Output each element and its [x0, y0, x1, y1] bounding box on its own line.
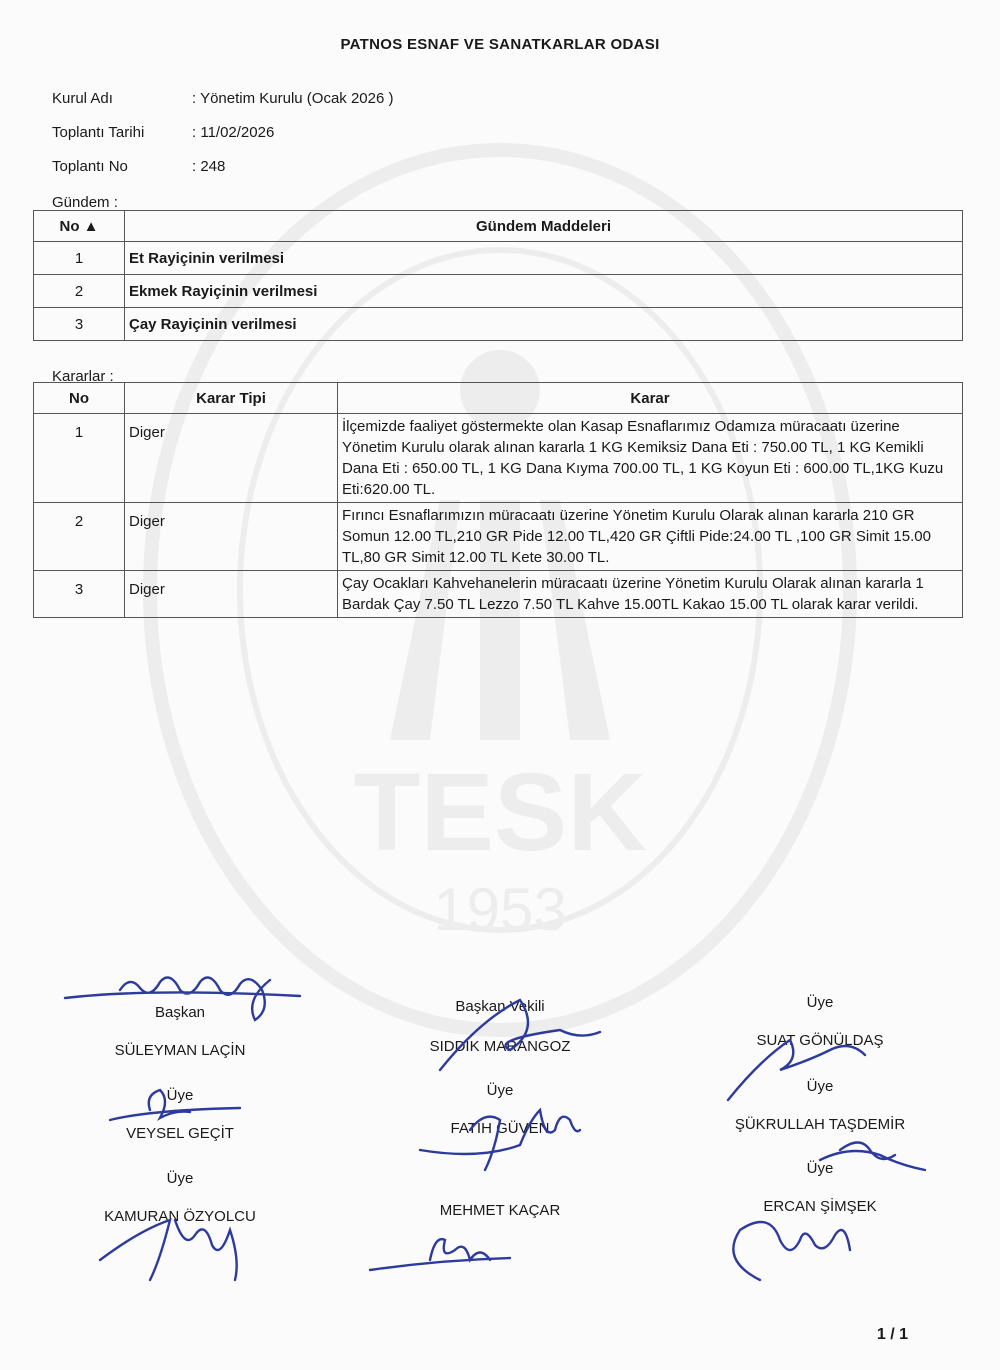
decision-no: 2	[34, 503, 125, 571]
agenda-table	[33, 210, 963, 341]
signature-uye6	[370, 1239, 510, 1270]
table-row	[34, 571, 963, 618]
agenda-no: 3	[34, 308, 125, 341]
watermark-year: 1953	[433, 876, 567, 943]
uye7-role: Üye	[806, 1160, 834, 1177]
decisions-header-row	[34, 383, 963, 414]
agenda-header-row	[34, 211, 963, 242]
agenda-col-no[interactable]: No ▲	[34, 211, 125, 242]
uye4-name: ŞÜKRULLAH TAŞDEMİR	[734, 1116, 906, 1133]
signature-uye7	[733, 1222, 850, 1280]
table-row	[34, 242, 963, 275]
agenda-item: Çay Rayiçinin verilmesi	[125, 308, 963, 341]
decision-type: Diger	[125, 571, 338, 618]
vekil-role: Başkan Vekili	[455, 998, 545, 1015]
decisions-col-type: Karar Tipi	[125, 383, 338, 414]
table-row	[34, 308, 963, 341]
signature-uye5	[100, 1220, 237, 1280]
decisions-table	[33, 382, 963, 618]
decision-type: Diger	[125, 503, 338, 571]
uye7-name: ERCAN ŞİMŞEK	[763, 1198, 877, 1215]
no-value: : 248	[192, 158, 226, 175]
agenda-label: Gündem :	[52, 194, 118, 211]
decision-no: 1	[34, 414, 125, 503]
uye3-role: Üye	[486, 1082, 514, 1099]
uye5-role: Üye	[166, 1170, 194, 1187]
decision-text: İlçemizde faaliyet göstermekte olan Kasap Esnaflarımız Odamıza müracaatı üzerine Yönetim Kurulu olarak alınan kararla 1 KG Kemiksiz Dana Eti : 750.00 TL, 1 KG Kemikli Dana Eti : 650.00 TL, 1 KG Dana Kıyma 700.00 TL, 1 KG Koyun Eti : 600.00 TL,1KG Kuzu Eti:620.00 TL.	[338, 414, 963, 503]
decisions-col-no: No	[34, 383, 125, 414]
decisions-col-text: Karar	[338, 383, 963, 414]
uye6-name: MEHMET KAÇAR	[439, 1202, 561, 1219]
baskan-role: Başkan	[154, 1004, 206, 1021]
uye5-name: KAMURAN ÖZYOLCU	[104, 1208, 256, 1225]
tarih-label: Toplantı Tarihi	[52, 124, 145, 141]
decision-type: Diger	[125, 414, 338, 503]
uye4-role: Üye	[806, 1078, 834, 1095]
baskan-name: SÜLEYMAN LAÇİN	[114, 1042, 246, 1059]
uye1-role: Üye	[806, 994, 834, 1011]
agenda-no: 1	[34, 242, 125, 275]
agenda-no: 2	[34, 275, 125, 308]
agenda-item: Et Rayiçinin verilmesi	[125, 242, 963, 275]
no-label: Toplantı No	[52, 158, 128, 175]
uye1-name: SUAT GÖNÜLDAŞ	[756, 1032, 884, 1049]
document-title: PATNOS ESNAF VE SANATKARLAR ODASI	[340, 36, 660, 53]
vekil-name: SIDDIK MARANGOZ	[429, 1038, 571, 1055]
agenda-col-items: Gündem Maddeleri	[125, 211, 963, 242]
kurul-value: : Yönetim Kurulu (Ocak 2026 )	[192, 90, 394, 107]
meta-no	[52, 158, 225, 175]
uye2-role: Üye	[166, 1087, 194, 1104]
table-row	[34, 275, 963, 308]
page-number: 1 / 1	[876, 1326, 908, 1343]
kurul-label: Kurul Adı	[52, 90, 113, 107]
signature-uye3	[420, 1110, 580, 1170]
decisions-label: Kararlar :	[52, 368, 114, 385]
table-row	[34, 414, 963, 503]
decision-no: 3	[34, 571, 125, 618]
tarih-value: : 11/02/2026	[192, 124, 275, 141]
meta-kurul	[52, 90, 394, 107]
watermark-text: TESK	[353, 751, 647, 874]
agenda-item: Ekmek Rayiçinin verilmesi	[125, 275, 963, 308]
decision-text: Çay Ocakları Kahvehanelerin müracaatı üzerine Yönetim Kurulu Olarak alınan kararla 1 Bardak Çay 7.50 TL Lezzo 7.50 TL Kahve 15.00TL Kakao 15.00 TL olarak karar verildi.	[338, 571, 963, 618]
uye2-name: VEYSEL GEÇİT	[126, 1125, 234, 1142]
uye3-name: FATİH GÜVEN	[450, 1120, 550, 1137]
table-row	[34, 503, 963, 571]
meta-tarih	[52, 124, 274, 141]
decision-text: Fırıncı Esnaflarımızın müracaatı üzerine Yönetim Kurulu Olarak alınan kararla 210 GR Somun 12.00 TL,210 GR Pide 12.00 TL,420 GR Çiftli Pide:24.00 TL ,100 GR Simit 15.00 TL,80 GR Simit 12.00 TL Kete 30.00 TL.	[338, 503, 963, 571]
